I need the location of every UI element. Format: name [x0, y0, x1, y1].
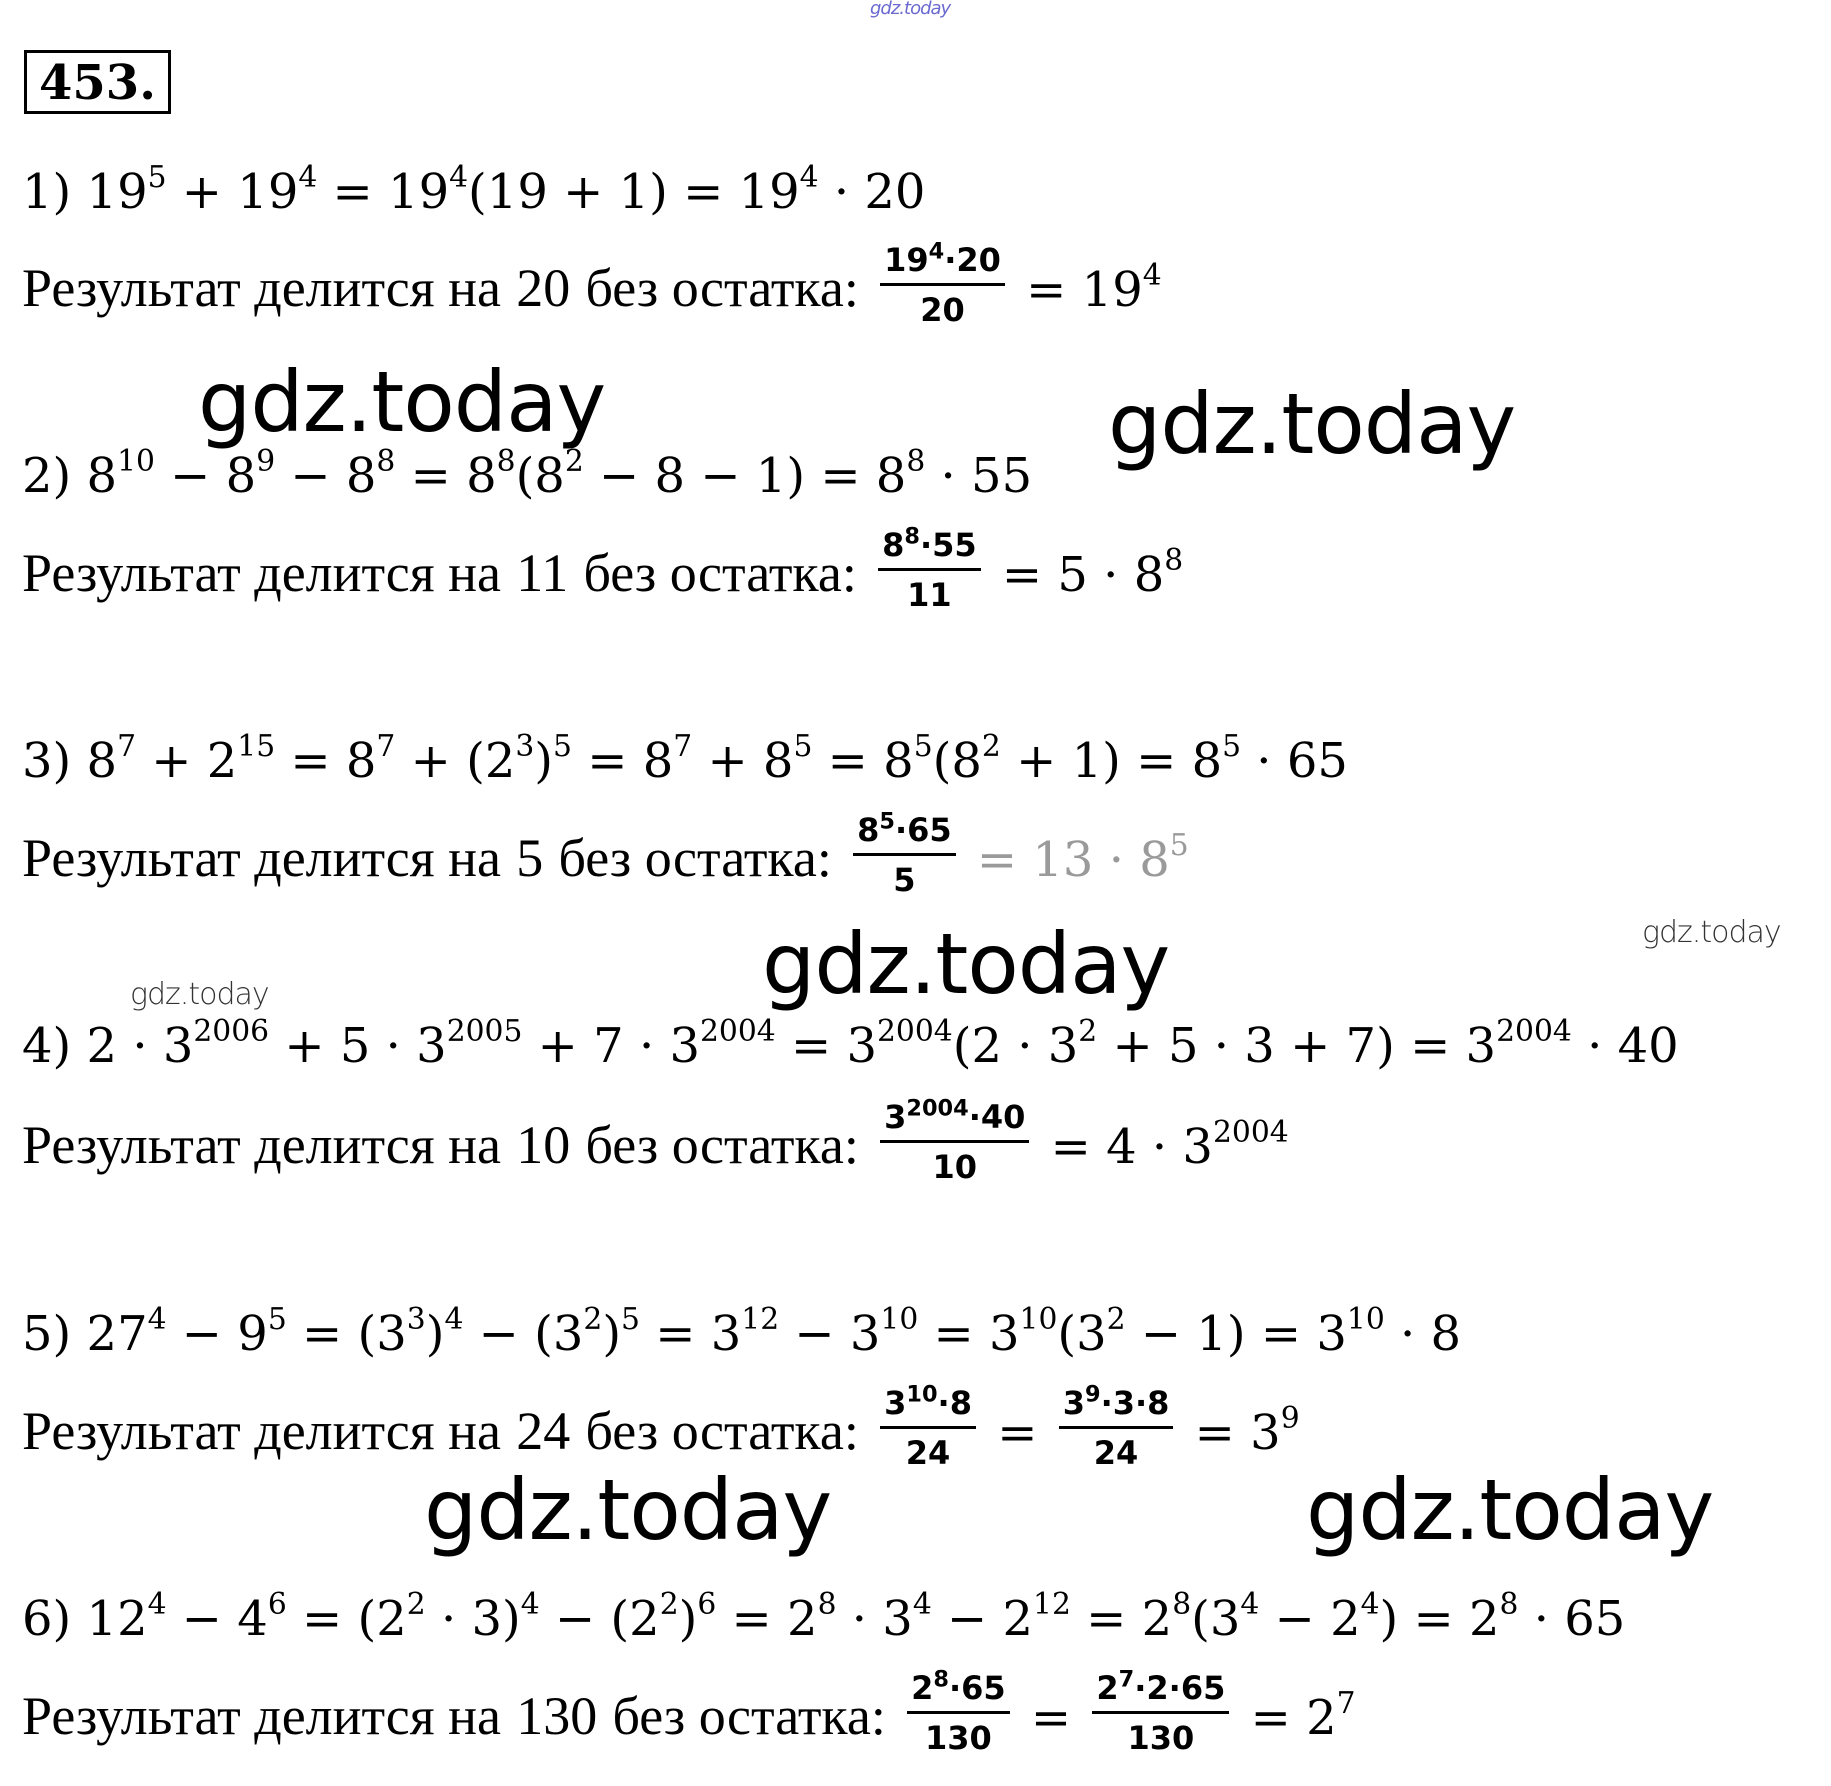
- item-2-result: Результат делится на 11 без остатка: $\frac{8^8\cdot 55}{11}$ = $5 \cdot 8^8$: [22, 523, 1184, 614]
- result-prefix: Результат делится на: [22, 257, 501, 318]
- item-2-label: 2): [22, 448, 72, 504]
- watermark-6: gdz.today: [424, 1461, 832, 1559]
- result-divisor: 5: [516, 827, 544, 888]
- result-suffix: без остатка:: [585, 1400, 859, 1461]
- result-divisor: 24: [516, 1400, 571, 1461]
- item-3-label: 3): [22, 733, 72, 789]
- result-suffix: без остатка:: [583, 542, 857, 603]
- fraction: $\frac{19^4\cdot 20}{20}$: [880, 242, 1005, 329]
- fraction: $\frac{8^8\cdot 55}{11}$: [878, 527, 981, 614]
- item-5-result: Результат делится на 24 без остатка: $\frac{3^{10}\cdot 8}{24}$ = $\frac{3^9\cdot 3\cdot 8}{24}$ = $3^9$: [22, 1381, 1300, 1472]
- item-5-equation: 5) $27^4 - 9^5 = (3^3)^4 - (3^2)^5 = 3^{12} - 3^{10} = 3^{10}(3^2 - 1) = 3^{10} \cdot 8$: [22, 1302, 1462, 1362]
- item-2-equation: 2) $8^{10} - 8^9 - 8^8 = 8^8(8^2 - 8 - 1) = 8^8 \cdot 55$: [22, 444, 1033, 504]
- item-6-label: 6): [22, 1591, 72, 1647]
- item-3-result: Результат делится на 5 без остатка: $\frac{8^5\cdot 65}{5}$ = $13 \cdot 8^5$: [22, 808, 1189, 899]
- result-divisor: 130: [516, 1685, 598, 1746]
- watermark-4: gdz.today: [762, 915, 1170, 1013]
- watermark-3: gdz.today: [1642, 915, 1781, 950]
- result-divisor: 20: [516, 257, 571, 318]
- watermark-5: gdz.today: [130, 977, 269, 1012]
- fraction: $\frac{2^8\cdot 65}{130}$: [907, 1670, 1010, 1757]
- item-5-label: 5): [22, 1306, 72, 1362]
- result-divisor: 10: [516, 1114, 571, 1175]
- result-suffix: без остатка:: [612, 1685, 886, 1746]
- watermark-7: gdz.today: [1306, 1461, 1714, 1559]
- item-3-equation: 3) $8^7 + 2^{15} = 8^7 + (2^3)^5 = 8^7 + 8^5 = 8^5(8^2 + 1) = 8^5 \cdot 65$: [22, 729, 1348, 789]
- item-1-result: Результат делится на 20 без остатка: $\frac{19^4\cdot 20}{20}$ = $19^4$: [22, 238, 1162, 329]
- fraction: $\frac{3^{2004}\cdot 40}{10}$: [880, 1099, 1029, 1186]
- result-prefix: Результат делится на: [22, 1685, 501, 1746]
- fraction: $\frac{8^5\cdot 65}{5}$: [853, 812, 956, 899]
- result-divisor: 11: [516, 542, 569, 603]
- item-4-result: Результат делится на 10 без остатка: $\frac{3^{2004}\cdot 40}{10}$ = $4 \cdot 3^{2004}$: [22, 1095, 1289, 1186]
- item-4-label: 4): [22, 1018, 72, 1074]
- fraction: $\frac{2^7\cdot 2\cdot 65}{130}$: [1092, 1670, 1229, 1757]
- result-prefix: Результат делится на: [22, 542, 501, 603]
- problem-number: 453.: [24, 50, 171, 114]
- item-6-equation: 6) $12^4 - 4^6 = (2^2 \cdot 3)^4 - (2^2)^6 = 2^8 \cdot 3^4 - 2^{12} = 2^8(3^4 - 2^4) = 2^8 \cdot 65$: [22, 1587, 1626, 1647]
- fraction: $\frac{3^9\cdot 3\cdot 8}{24}$: [1059, 1385, 1174, 1472]
- result-prefix: Результат делится на: [22, 1400, 501, 1461]
- result-suffix: без остатка:: [585, 1114, 859, 1175]
- watermark-2: gdz.today: [1108, 375, 1516, 473]
- item-4-equation: 4) $2 \cdot 3^{2006} + 5 \cdot 3^{2005} + 7 \cdot 3^{2004} = 3^{2004}(2 \cdot 3^2 + 5 \cdot 3 + 7) = 3^{2004} \cdot 40$: [22, 1014, 1679, 1074]
- item-6-result: Результат делится на 130 без остатка: $\frac{2^8\cdot 65}{130}$ = $\frac{2^7\cdot 2\cdot 65}{130}$ = $2^7$: [22, 1666, 1356, 1757]
- result-prefix: Результат делится на: [22, 1114, 501, 1175]
- item-1-equation: 1) $19^5 + 19^4 = 19^4(19 + 1) = 19^4 \cdot 20$: [22, 160, 926, 220]
- result-suffix: без остатка:: [585, 257, 859, 318]
- fraction: $\frac{3^{10}\cdot 8}{24}$: [880, 1385, 976, 1472]
- watermark-top: gdz.today: [870, 0, 951, 19]
- result-suffix: без остатка:: [558, 827, 832, 888]
- item-1-label: 1): [22, 164, 72, 220]
- result-prefix: Результат делится на: [22, 827, 501, 888]
- watermark-1: gdz.today: [198, 353, 606, 451]
